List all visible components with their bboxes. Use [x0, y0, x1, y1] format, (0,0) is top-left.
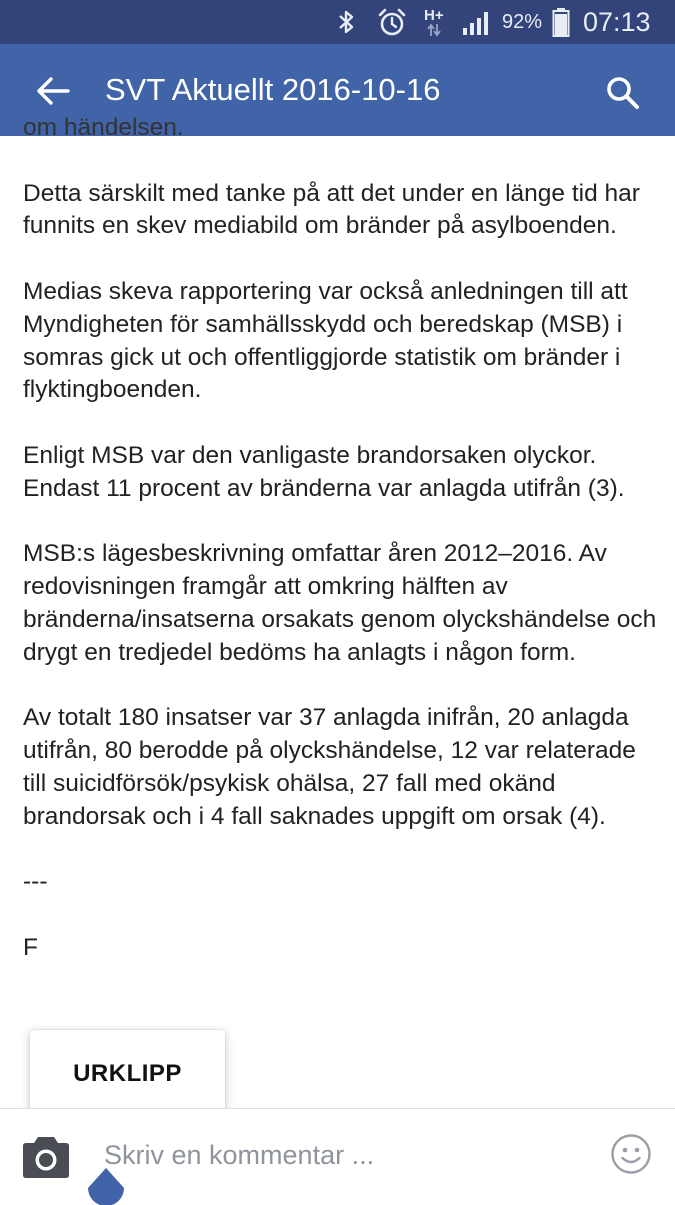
post-paragraph: MSB:s lägesbeskrivning omfattar åren 2012–2016. Av redovisningen framgår att omkring hälften av bränderna/insatserna orsakats genom olyckshändelse och drygt en tredjedel bedöms ha anlagts i någon form.: [23, 540, 657, 666]
post-paragraph-cutoff: om händelsen.: [23, 114, 184, 141]
post-body: [23, 112, 663, 998]
page-title: SVT Aktuellt 2016-10-16: [105, 72, 441, 107]
arrow-left-icon: [36, 76, 70, 106]
text-cursor-handle[interactable]: [86, 1168, 126, 1200]
post-content[interactable]: [0, 114, 675, 1108]
clock-time: 07:13: [583, 6, 651, 37]
battery-icon: [552, 0, 570, 44]
camera-button[interactable]: [20, 1134, 72, 1180]
post-paragraph: Detta särskilt med tanke på att det under en länge tid har funnits en skev mediabild om bränder på asylboenden.: [23, 179, 640, 240]
alarm-clock-icon: [376, 0, 408, 44]
post-paragraph: Medias skeva rapportering var också anledningen till att Myndigheten för samhällsskydd och beredskap (MSB) i somras gick ut och offentliggjorde statistik om bränder i flyktingboenden.: [23, 277, 628, 404]
search-icon: [605, 75, 641, 111]
post-paragraph: Enligt MSB var den vanligaste brandorsaken olyckor. Endast 11 procent av bränderna var anlagda utifrån (3).: [23, 441, 625, 502]
status-bar: [0, 0, 675, 44]
network-type-indicator: [424, 0, 444, 44]
emoji-button[interactable]: [610, 1133, 652, 1175]
post-paragraph: F: [23, 933, 38, 961]
camera-icon: [20, 1134, 72, 1180]
data-arrows-icon: [426, 23, 442, 37]
bluetooth-icon: [336, 0, 358, 44]
post-paragraph: Av totalt 180 insatser var 37 anlagda inifrån, 20 anlagda utifrån, 80 berodde på olyckshändelse, 12 var relaterade till suicidförsök/psykisk ohälsa, 27 fall med okänd brandorsak och i 4 fall saknades uppgift om orsak (4).: [23, 704, 636, 830]
back-button[interactable]: [28, 66, 78, 116]
comment-input[interactable]: [104, 1131, 584, 1179]
post-separator: ---: [23, 868, 48, 896]
clipboard-popup-button[interactable]: URKLIPP: [30, 1030, 225, 1118]
battery-percent: 92%: [502, 10, 543, 33]
signal-strength-icon: [462, 0, 494, 44]
network-type-label: H+: [424, 6, 444, 24]
smiley-icon: [610, 1133, 652, 1175]
